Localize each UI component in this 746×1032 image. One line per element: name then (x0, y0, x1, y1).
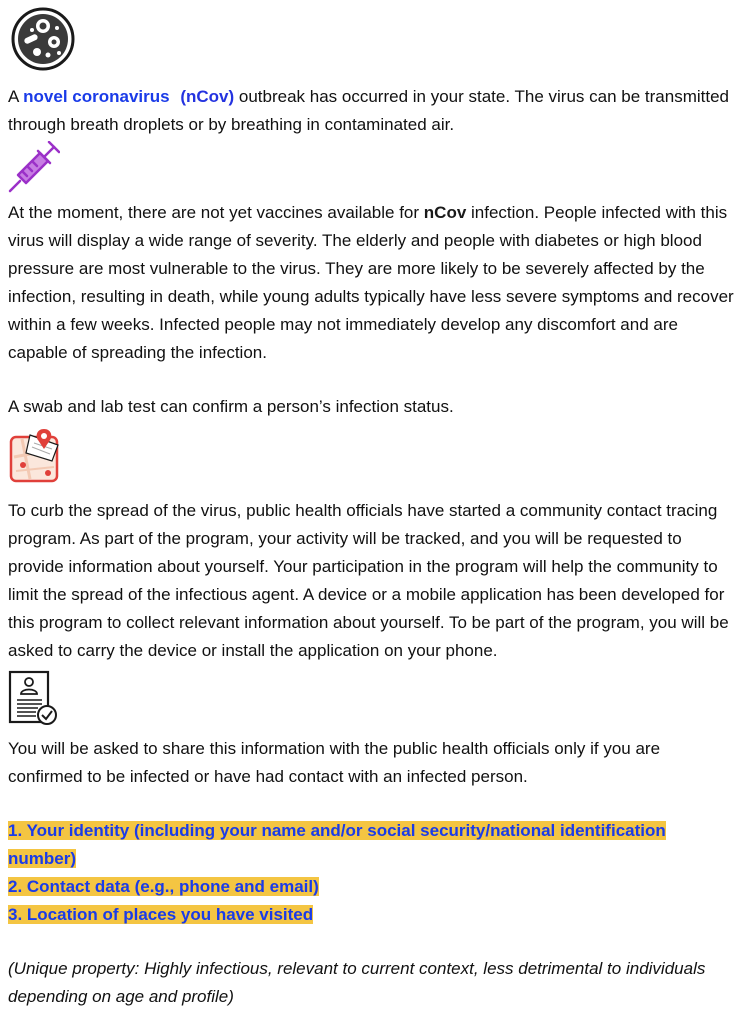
list-item-identity: 1. Your identity (including your name and/or social security/national identification number) (8, 821, 666, 868)
share-paragraph: You will be asked to share this information with the public health officials only if you are confirmed to be infected or have had contact with an infected person. (8, 739, 661, 786)
swab-paragraph: A swab and lab test can confirm a person’s infection status. (8, 397, 454, 416)
list-item (8, 817, 736, 873)
novel-coronavirus-text: novel coronavirus (23, 87, 170, 106)
unique-property-note: (Unique property: Highly infectious, relevant to current context, less detrimental to individuals depending on age and profile) (8, 959, 706, 1006)
personal-document-check-icon (8, 669, 60, 727)
vaccine-after: infection. People infected with this virus will display a wide range of severity. The elderly and people with diabetes or high blood pressure are most vulnerable to the virus. They are more likely to be severely affected by the infection, resulting in death, while young adults typically have less severe symptoms and recover within a few weeks. Infected people may not immediately develop any discomfort and are capable of spreading the infection. (8, 203, 734, 362)
intro-rest: outbreak has occurred in your state. The virus can be (238, 87, 641, 106)
intro-line2: transmitted through breath droplets or by breathing in contaminated air. (8, 87, 729, 134)
list-item (8, 901, 736, 929)
tracing-paragraph: To curb the spread of the virus, public health officials have started a community contact tracing program. As part of the program, your activity will be tracked, and you will be requested to provide information about yourself. Your participation in the program will help the community to limit the spread of the infectious agent. A device or a mobile application has been developed for this program to collect relevant information about yourself. To be part of the program, you will be asked to carry the device or install the application on your phone. (8, 501, 729, 660)
virus-petri-icon (10, 6, 76, 72)
data-list (8, 817, 736, 929)
map-tracing-icon (8, 427, 66, 485)
list-item-contact: 2. Contact data (e.g., phone and email) (8, 877, 319, 896)
scenario-document (8, 6, 736, 1011)
list-item (8, 873, 736, 901)
vaccine-paragraph (8, 199, 736, 367)
list-item-location: 3. Location of places you have visited (8, 905, 314, 924)
intro-paragraph (8, 83, 736, 139)
syringe-icon (8, 141, 60, 193)
ncov-inline: nCov (423, 203, 467, 222)
intro-a: A (8, 87, 19, 106)
vaccine-before: At the moment, there are not yet vaccines available for (8, 203, 420, 222)
ncov-tag: (nCov) (180, 87, 235, 106)
